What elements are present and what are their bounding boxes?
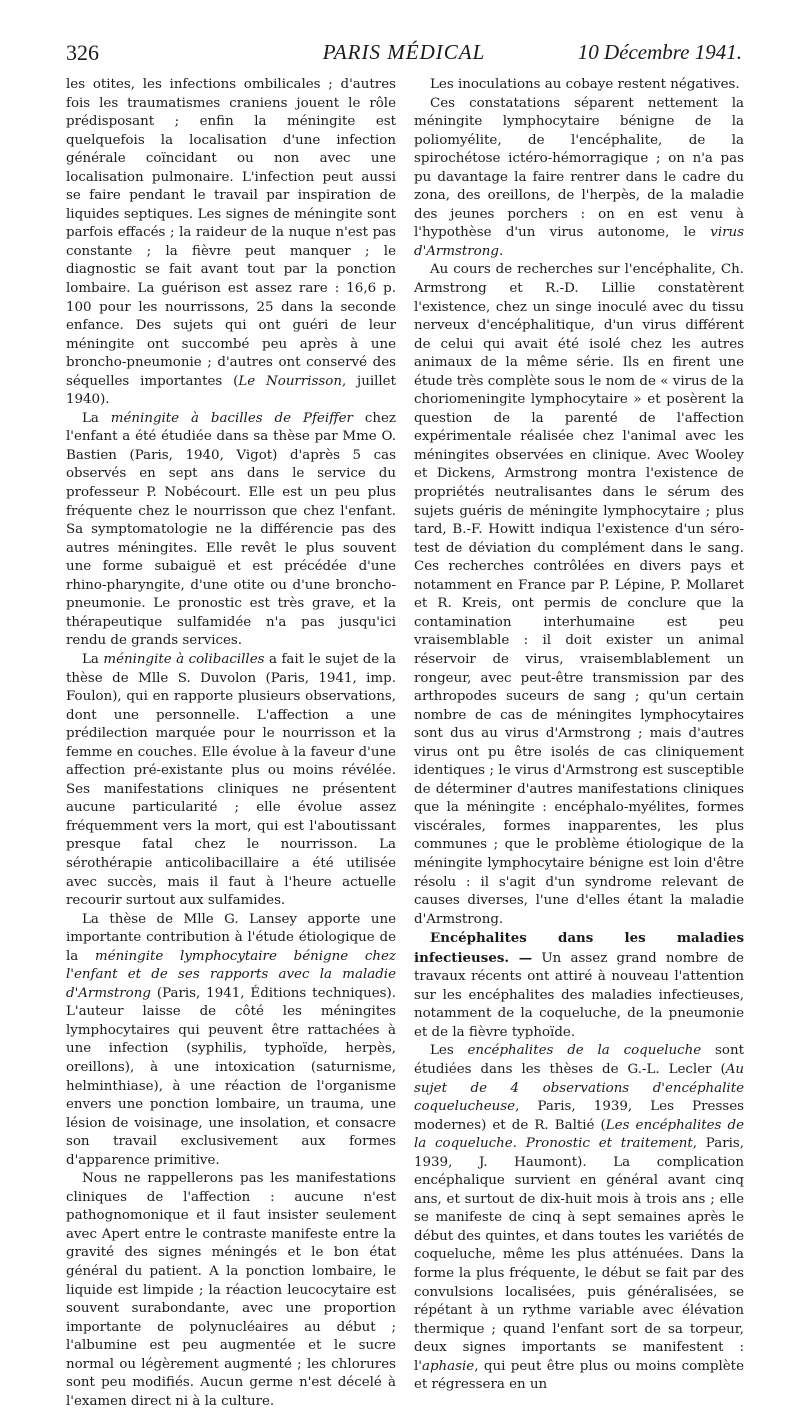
- right-column: [414, 76, 744, 1395]
- paragraph: La méningite à colibacilles a fait le sujet de la thèse de Mlle S. Duvolon (Paris, 1941, imp. Foulon), qui en rapporte plusieurs observations, dont une personnelle. L'affection a une prédilection marquée pour le nourrisson et la femme en couches. Elle évolue à la faveur d'une affection pré-existante plus ou moins révélée. Ses manifestations cliniques ne présentent aucune particularité ; elle évolue assez fréquemment vers la mort, qui est l'aboutissant presque fatal chez le nourrisson. La sérothérapie anticolibacillaire a été utilisée avec succès, mais il faut à l'heure actuelle recourir surtout aux sulfamides.: [66, 651, 396, 909]
- left-column: [66, 76, 396, 1411]
- section-paragraph: Encéphalites dans les maladies infectieuses. — Un assez grand nombre de travaux récents ont attiré à nouveau l'attention sur les encéphalites des maladies infectieuses, notamment de la coqueluche, de la pneumonie et de la fièvre typhoïde.: [414, 930, 744, 1040]
- paragraph: La méningite à bacilles de Pfeiffer chez l'enfant a été étudiée dans sa thèse par Mme O. Bastien (Paris, 1940, Vigot) d'après 5 cas observés en sept ans dans le service du professeur P. Nobécourt. Elle est un peu plus fréquente chez le nourrisson que chez l'enfant. Sa symptomatologie ne la différencie pas des autres méningites. Elle revêt le plus souvent une forme subaiguë et est précédée d'une rhino-pharyngite, d'une otite ou d'une broncho-pneumonie. Le pronostic est très grave, et la thérapeutique sulfamidée n'a pas jusqu'ici rendu de grands services.: [66, 410, 396, 649]
- paragraph: La thèse de Mlle G. Lansey apporte une importante contribution à l'étude étiologique de la méningite lymphocytaire bénigne chez l'enfant et de ses rapports avec la maladie d'Armstrong (Paris, 1941, Éditions techniques). L'auteur laisse de côté les méningites lymphocytaires qui peuvent être rattachées à une infection (syphilis, typhoïde, herpès, oreillons), à une intoxication (saturnisme, helminthiase), à une réaction de l'organisme envers une ponction lombaire, un trauma, une lésion de voisinage, une insolation, et consacre son travail exclusivement aux formes d'apparence primitive.: [66, 911, 396, 1168]
- issue-date: 10 Décembre 1941.: [577, 40, 742, 64]
- paragraph: Nous ne rappellerons pas les manifestations cliniques de l'affection : aucune n'est pathognomonique et il faut insister seulement avec Apert entre le contraste manifeste entre la gravité des signes méningés et le bon état général du patient. A la ponction lombaire, le liquide est limpide ; la réaction leucocytaire est souvent surabondante, avec une proportion importante de polynucléaires au début ; l'albumine est peu augmentée et le sucre normal ou légèrement augmenté ; les chlorures sont peu modifiés. Aucun germe n'est décelé à l'examen direct ni à la culture.: [66, 1171, 396, 1409]
- running-header: [66, 40, 742, 72]
- paragraph: les otites, les infections ombilicales ; d'autres fois les traumatismes craniens jouent le rôle prédisposant ; enfin la méningite est quelquefois la localisation d'une infection générale coïncidant ou non avec une localisation pulmonaire. L'infection peut aussi se faire pendant le travail par inspiration de liquides septiques. Les signes de méningite sont parfois effacés ; la raideur de la nuque n'est pas constante ; la fièvre peut manquer ; le diagnostic se fait avant tout par la ponction lombaire. La guérison est assez rare : 16,6 p. 100 pour les nourrissons, 25 dans la seconde enfance. Des sujets qui ont guéri de leur méningite ont succombé peu après à une broncho-pneumonie ; d'autres ont conservé des séquelles importantes (Le Nourrisson, juillet 1940).: [66, 77, 396, 408]
- paragraph: Ces constatations séparent nettement la méningite lymphocytaire bénigne de la poliomyélite, de l'encéphalite, de la spirochétose ictéro-hémorragique ; on n'a pas pu davantage la faire rentrer dans le cadre du zona, des oreillons, de l'herpès, de la maladie des jeunes porchers : on en est venu à l'hypothèse d'un virus autonome, le virus d'Armstrong.: [414, 95, 744, 259]
- page-number: 326: [66, 40, 99, 65]
- section-heading: Encéphalites dans les maladies infectieuses. —: [414, 930, 744, 966]
- journal-title: PARIS MÉDICAL: [322, 40, 486, 64]
- paragraph: Les inoculations au cobaye restent négatives.: [430, 77, 740, 92]
- paragraph: Les encéphalites de la coqueluche sont étudiées dans les thèses de G.-L. Lecler (Au sujet de 4 observations d'encéphalite coquelucheuse, Paris, 1939, Les Presses modernes) et de R. Baltié (Les encéphalites de la coqueluche. Pronostic et traitement, Paris, 1939, J. Haumont). La complication encéphalique survient en général avant cinq ans, et surtout de dix-huit mois à trois ans ; elle se manifeste de cinq à sept semaines après le début des quintes, et dans toutes les variétés de coqueluche, même les plus atténuées. Dans la forme la plus fréquente, le début se fait par des convulsions localisées, puis généralisées, se répétant à un rythme variable avec élévation thermique ; quand l'enfant sort de sa torpeur, deux signes importants se manifestent : l'aphasie, qui peut être plus ou moins complète et régressera en un: [414, 1043, 745, 1393]
- paragraph: Au cours de recherches sur l'encéphalite, Ch. Armstrong et R.-D. Lillie constatèrent l'existence, chez un singe inoculé avec du tissu nerveux d'encéphalitique, d'un virus différent de celui qui avait été isolé chez les autres animaux de la même série. Ils en firent une étude très complète sous le nom de « virus de la choriomeningite lymphocytaire » et posèrent la question de la parenté de l'affection expérimentale réalisée chez l'animal avec les méningites observées en clinique. Avec Wooley et Dickens, Armstrong montra l'existence de propriétés neutralisantes dans le sérum des sujets guéris de méningite lymphocytaire ; plus tard, B.-F. Howitt indiqua l'existence d'un séro-test de déviation du complément dans le sang. Ces recherches contrôlées en divers pays et notamment en France par P. Lépine, P. Mollaret et R. Kreis, ont permis de conclure que la contamination interhumaine est peu vraisemblable : il doit exister un animal réservoir de virus, vraisemblablement un rongeur, avec peut-être transmission par des arthropodes suceurs de sang ; qu'un certain nombre de cas de méningites lymphocytaires sont dus au virus d'Armstrong ; mais d'autres virus ont pu être isolés de cas cliniquement identiques ; le virus d'Armstrong est susceptible de déterminer d'autres manifestations cliniques que la méningite : encéphalo-myélites, formes viscérales, formes inapparentes, les plus communes ; que le problème étiologique de la méningite lymphocytaire bénigne est loin d'être résolu : il s'agit d'un syndrome relevant de causes diverses, l'une d'elles étant la maladie d'Armstrong.: [414, 262, 744, 927]
